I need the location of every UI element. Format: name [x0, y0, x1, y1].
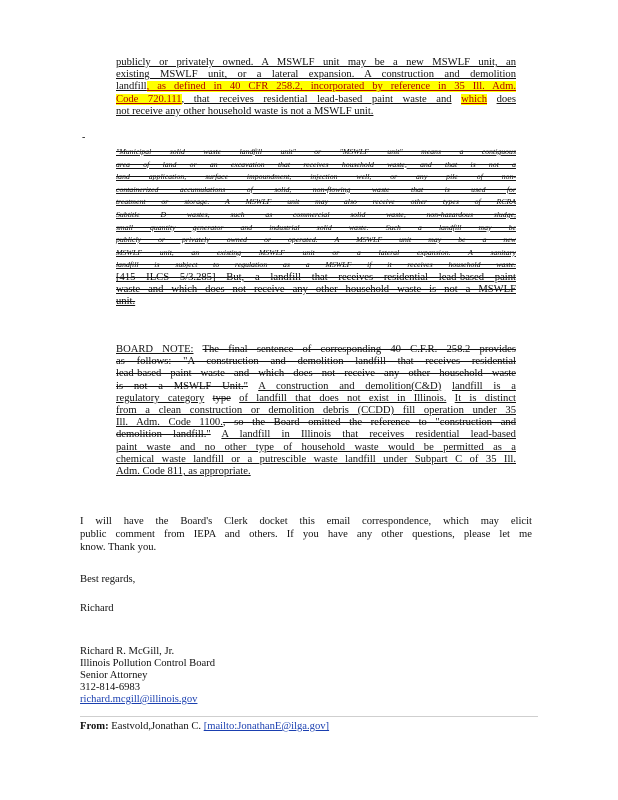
para3-line-2: as follows: "A construction and demolition landfill that receives residential [116, 356, 516, 368]
para2-line-13: unit. [116, 296, 136, 308]
para3-line-5c: of landfill that does not exist in Illinois. [239, 392, 447, 404]
para1-line-1: publicly or privately owned. A MSWLF unit may be a new MSWLF unit, an [116, 57, 516, 68]
para2-line-12: waste and which does not receive any other household waste is not a MSWLF [116, 284, 516, 296]
para2-line-3: land application, surface impoundment, injection well, or any pile of non- [116, 172, 516, 182]
signature-phone: 312-814-6983 [80, 682, 141, 693]
para3-line-8b: A landfill in Illinois that receives residential lead-based [221, 429, 516, 441]
para2-line-8: publicly or privately owned or operated. A MSWLF unit may be a new [116, 235, 516, 245]
para2-line-6: Subtitle D wastes, such as commercial solid waste, non-hazardous sludge, [116, 209, 516, 219]
para3-line-7b: , so the Board omitted the reference to "construction and [222, 417, 516, 429]
from-header [80, 721, 329, 732]
para1-line-4d: does [496, 93, 516, 105]
proposed-definition-paragraph [116, 57, 516, 118]
para2-line-7: small quantity generator and industrial solid waste. Such a landfill may be [116, 222, 516, 232]
para1-line-2b: , or a lateral expansion. A construction and demolition [224, 69, 516, 81]
letter-body [80, 515, 532, 554]
struck-definition-paragraph [116, 146, 516, 309]
para1-highlight-code: Code 720.111 [116, 93, 182, 105]
para3-line-9: paint waste and no other type of household waste would be permitted as a [116, 441, 516, 453]
signature-email-link[interactable]: richard.mcgill@illinois.gov [80, 694, 198, 705]
board-note-label: BOARD NOTE: [116, 344, 194, 355]
from-mailto-link[interactable]: [mailto:JonathanE@ilga.gov] [203, 721, 330, 732]
para3-line-8a: demolition landfill." [116, 429, 211, 441]
para2-line-5: treatment or storage. A MSWLF unit may also receive other types of RCRA [116, 197, 516, 207]
sender-first-name: Richard [80, 603, 114, 614]
board-note-paragraph [116, 344, 516, 478]
para1-line-4b: , that receives residential lead-based paint waste and [181, 93, 452, 105]
header-divider [80, 716, 538, 717]
para1-highlight-cfr: , as defined in 40 CFR 258.2, incorporated by reference in 35 Ill. Adm. [146, 81, 516, 93]
para3-line-5d: It is distinct [454, 392, 516, 404]
para1-line-3a: landfill [116, 81, 147, 93]
from-name: Eastvold,Jonathan C. [111, 721, 202, 732]
para3-line-4c: landfill is a [452, 380, 516, 392]
from-label: From: [80, 721, 109, 732]
closing-regards: Best regards, [80, 574, 136, 585]
signature-block [80, 646, 215, 706]
letter-line-2: public comment from IEPA and others. If you have any other questions, please let me [80, 529, 532, 540]
para3-line-7a: Ill. Adm. Code 1100. [116, 417, 223, 429]
signature-title: Senior Attorney [80, 670, 148, 681]
para3-line-3: lead-based paint waste and which does not receive any other household waste [116, 368, 516, 380]
para3-line-4b: A construction and demolition(C&D) [258, 380, 442, 392]
para3-line-5b: type [212, 392, 231, 404]
para1-line-5: not receive any other household waste is not a MSWLF unit. [116, 105, 374, 117]
letter-line-1: I will have the Board's Clerk docket this email correspondence, which may elicit [80, 516, 532, 527]
para3-line-11: Adm. Code 811, as appropriate. [116, 466, 251, 478]
para3-line-10: chemical waste landfill or a putrescible waste landfill under Subpart C of 35 Ill. [116, 453, 516, 465]
para2-line-9: MSWLF unit, an existing MSWLF unit or a lateral expansion. A sanitary [116, 247, 516, 257]
signature-org: Illinois Pollution Control Board [80, 658, 216, 669]
para3-line-5a: regulatory category [116, 392, 205, 404]
bullet-mark: - [82, 132, 86, 143]
para1-line-2a: existing MSWLF unit [116, 69, 225, 81]
para3-line-6: from a clean construction or demolition debris (CCDD) fill operation under 35 [116, 405, 516, 417]
signature-name: Richard R. McGill, Jr. [80, 646, 175, 657]
para2-line-10: landfill is subject to regulation as a MSWLF if it receives household waste. [116, 260, 516, 270]
para3-line-1b: The final sentence of corresponding 40 C.F.R. 258.2 provides [202, 344, 517, 355]
para2-line-11: [415 ILCS 5/3.285] But, a landfill that receives residential lead-based paint [116, 271, 516, 283]
para3-line-4a: is not a MSWLF Unit." [116, 380, 248, 392]
para2-line-2: area of land or an excavation that receives household waste, and that is not a [116, 159, 516, 169]
letter-line-3: know. Thank you. [80, 542, 157, 553]
para1-highlight-which: which [461, 93, 488, 105]
para2-line-4: containerized accumulations of solid, non-flowing waste that is used for [116, 184, 516, 194]
para2-line-1: "Municipal solid waste landfill unit" or "MSWLF unit" means a contiguous [116, 147, 516, 156]
